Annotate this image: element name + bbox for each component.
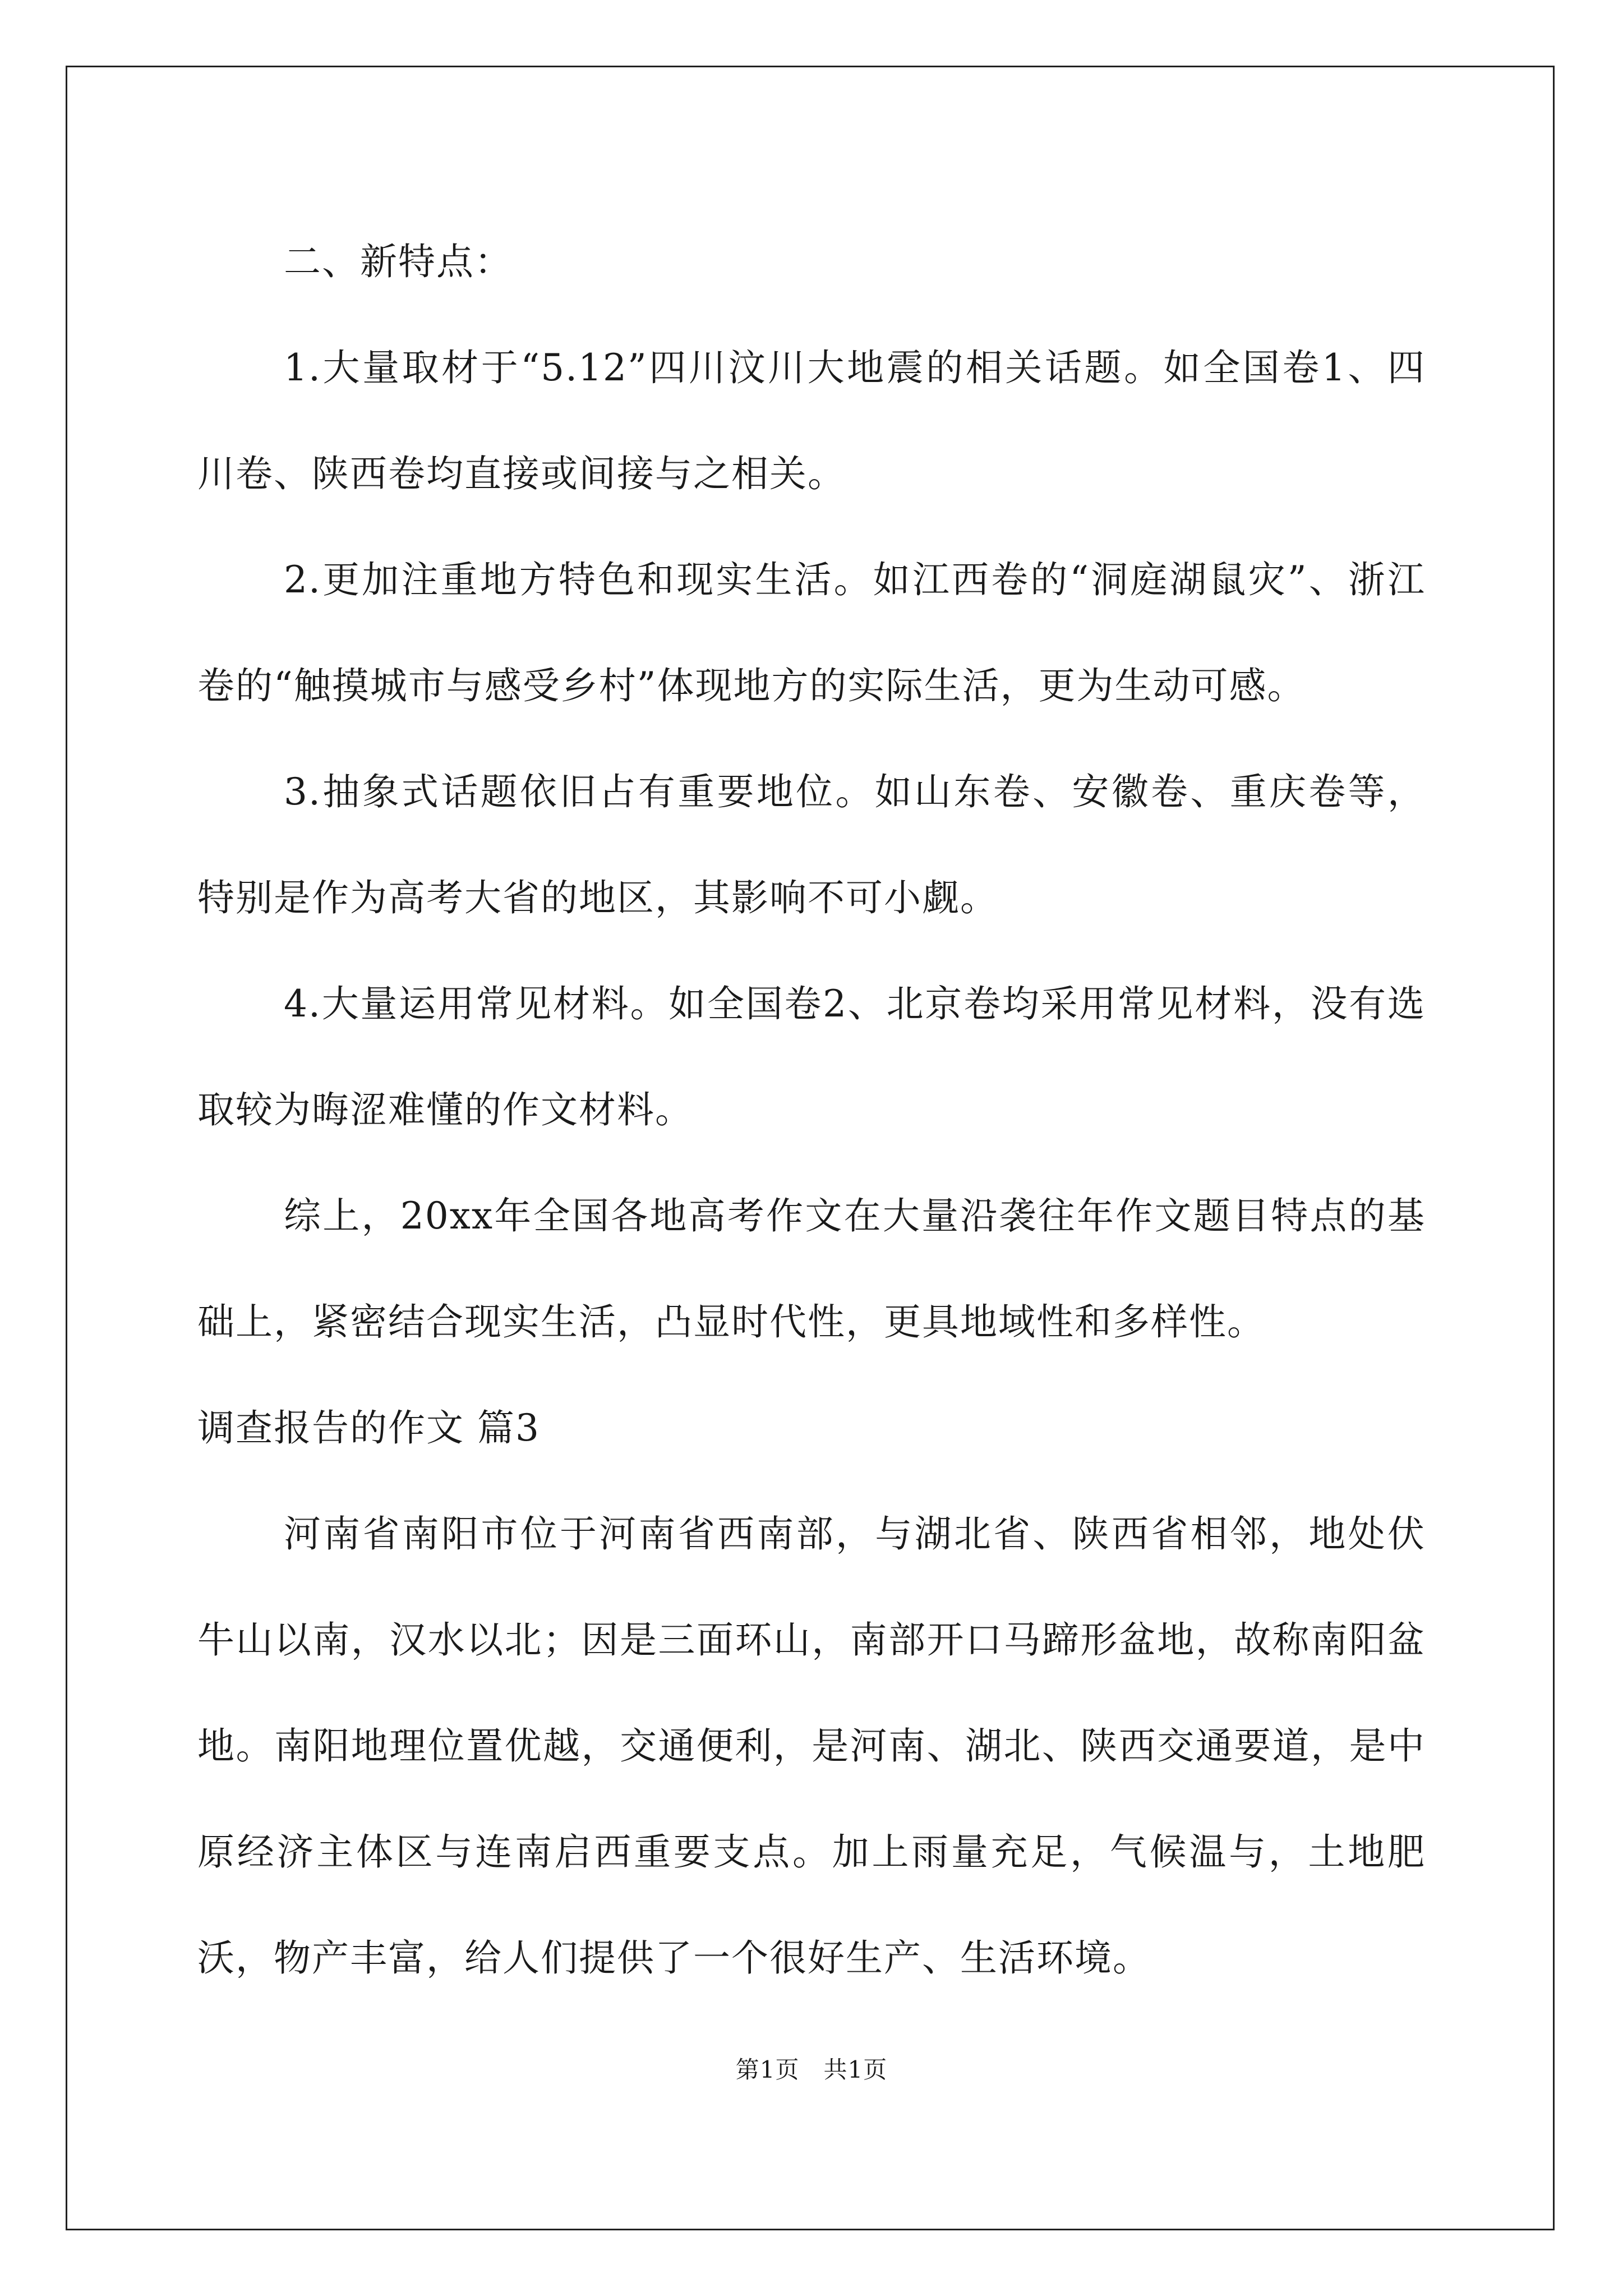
document-body — [197, 209, 1426, 2011]
point-4-paragraph: 4.大量运用常见材料。如全国卷2、北京卷均采用常见材料，没有选取较为晦涩难懂的作文材料。 — [197, 982, 1426, 1131]
point-1-paragraph: 1.大量取材于“5.12”四川汶川大地震的相关话题。如全国卷1、四川卷、陕西卷均直接或间接与之相关。 — [197, 346, 1426, 495]
section-heading: 调查报告的作文 篇3 — [197, 1406, 540, 1450]
subtitle-new-features: 二、新特点： — [284, 240, 513, 283]
nanyang-intro-paragraph: 河南省南阳市位于河南省西南部，与湖北省、陕西省相邻，地处伏牛山以南，汉水以北；因是三面环山，南部开口马蹄形盆地，故称南阳盆地。南阳地理位置优越，交通便利，是河南、湖北、陕西交通要道，是中原经济主体区与连南启西重要支点。加上雨量充足，气候温与，土地肥沃，物产丰富，给人们提供了一个很好生产、生活环境。 — [197, 1512, 1426, 1980]
point-2-paragraph: 2.更加注重地方特色和现实生活。如江西卷的“洞庭湖鼠灾”、浙江卷的“触摸城市与感受乡村”体现地方的实际生活，更为生动可感。 — [197, 558, 1426, 707]
point-3-paragraph: 3.抽象式话题依旧占有重要地位。如山东卷、安徽卷、重庆卷等，特别是作为高考大省的地区，其影响不可小觑。 — [197, 770, 1426, 919]
summary-paragraph: 综上，20xx年全国各地高考作文在大量沿袭往年作文题目特点的基础上，紧密结合现实生活，凸显时代性，更具地域性和多样性。 — [197, 1194, 1426, 1343]
page-number-footer: 第1页 共1页 — [735, 2056, 888, 2083]
